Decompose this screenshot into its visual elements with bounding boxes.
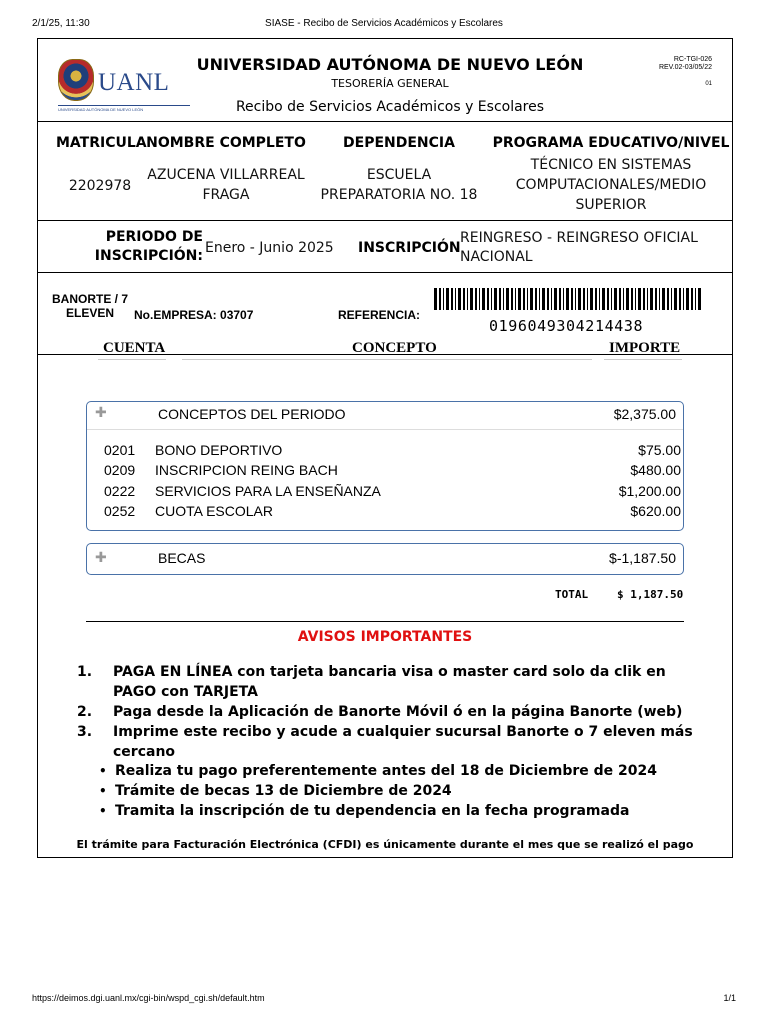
periodo-label: PERIODO DE INSCRIPCIÓN: xyxy=(94,229,203,264)
notice-step xyxy=(77,722,695,762)
notice-bullet: • Tramita la inscripción de tu dependencia en la fecha programada xyxy=(115,801,657,821)
university-name: UNIVERSIDAD AUTÓNOMA DE NUEVO LEÓN xyxy=(196,55,584,74)
step-number: 3. xyxy=(77,724,93,740)
step-text: PAGA EN LÍNEA con tarjeta bancaria visa o master card solo da clik en PAGO con TARJETA xyxy=(113,664,666,700)
notice-bullets xyxy=(115,761,657,821)
total-value: $ 1,187.50 xyxy=(617,588,684,601)
form-number: 01 xyxy=(705,81,712,87)
step-number: 2. xyxy=(77,704,93,720)
group-divider xyxy=(87,429,683,430)
col-importe-header: IMPORTE xyxy=(609,340,681,356)
expand-plus-icon[interactable]: ✚ xyxy=(95,404,107,420)
notice-bullet: • Realiza tu pago preferentemente antes del 18 de Diciembre de 2024 xyxy=(115,761,657,781)
col-importe-rule xyxy=(604,359,682,360)
step-text: Imprime este recibo y acude a cualquier sucursal Banorte o 7 eleven más cercano xyxy=(113,724,693,760)
item-concepto: INSCRIPCION REING BACH xyxy=(155,462,338,478)
nombre-label: NOMBRE COMPLETO xyxy=(146,135,306,151)
item-cuenta: 0209 xyxy=(104,462,136,478)
referencia-value: 0196049304214438 xyxy=(489,317,644,335)
print-header xyxy=(32,18,736,32)
print-url: https://deimos.dgi.uanl.mx/cgi-bin/wspd_cgi.sh/default.htm xyxy=(32,993,265,1003)
receipt-header xyxy=(38,39,732,122)
print-page-number: 1/1 xyxy=(723,993,736,1003)
inscripcion-label: INSCRIPCIÓN xyxy=(358,240,461,256)
col-cuenta-rule xyxy=(98,359,166,360)
group-amount: $2,375.00 xyxy=(613,406,676,422)
notice-bullet: • Trámite de becas 13 de Diciembre de 2024 xyxy=(115,781,657,801)
period-info xyxy=(38,220,732,273)
print-page-title: SIASE - Recibo de Servicios Académicos y Escolares xyxy=(265,18,503,29)
col-concepto-header: CONCEPTO xyxy=(352,340,437,356)
matricula-label: MATRICULA xyxy=(56,135,147,151)
logo-subtext: UNIVERSIDAD AUTÓNOMA DE NUEVO LEÓN xyxy=(58,105,190,112)
programa-label: PROGRAMA EDUCATIVO/NIVEL xyxy=(492,135,730,151)
empresa-label xyxy=(134,308,253,322)
form-revision: REV.02-03/05/22 xyxy=(658,64,712,71)
empresa-label-text: No.EMPRESA: xyxy=(134,308,217,322)
document-title: Recibo de Servicios Académicos y Escolares xyxy=(235,99,545,115)
item-concepto: BONO DEPORTIVO xyxy=(155,442,283,458)
step-text: Paga desde la Aplicación de Banorte Móvil ó en la página Banorte (web) xyxy=(113,704,683,720)
becas-label: BECAS xyxy=(158,550,206,566)
periodo-value: Enero - Junio 2025 xyxy=(205,240,334,256)
notice-step xyxy=(77,662,695,702)
cfdi-notice: El trámite para Facturación Electrónica (CFDI) es únicamente durante el mes que se realizó el pago xyxy=(76,838,694,851)
print-footer xyxy=(32,993,736,1007)
item-importe: $1,200.00 xyxy=(618,483,681,499)
group-label: CONCEPTOS DEL PERIODO xyxy=(158,406,346,422)
form-code xyxy=(659,56,712,88)
inscripcion-value: REINGRESO - REINGRESO OFICIAL NACIONAL xyxy=(460,230,698,265)
programa-value: TÉCNICO EN SISTEMAS COMPUTACIONALES/MEDIO SUPERIOR xyxy=(515,157,707,213)
item-concepto: SERVICIOS PARA LA ENSEÑANZA xyxy=(155,483,381,499)
becas-amount: $-1,187.50 xyxy=(609,550,676,566)
item-cuenta: 0201 xyxy=(104,442,136,458)
empresa-value: 03707 xyxy=(220,308,254,322)
item-importe: $620.00 xyxy=(630,503,681,519)
dependencia-value: ESCUELA PREPARATORIA NO. 18 xyxy=(320,167,478,203)
dependencia-label: DEPENDENCIA xyxy=(343,135,455,151)
step-number: 1. xyxy=(77,664,93,680)
bank-name: BANORTE / 7 ELEVEN xyxy=(52,292,129,320)
col-concepto-rule xyxy=(182,359,592,360)
total-label: TOTAL xyxy=(555,588,589,601)
referencia-label: REFERENCIA: xyxy=(338,308,421,322)
logo-text: UANL xyxy=(98,69,170,96)
nombre-value: AZUCENA VILLARREAL FRAGA xyxy=(147,167,305,203)
department-name: TESORERÍA GENERAL xyxy=(331,77,449,90)
item-importe: $480.00 xyxy=(630,462,681,478)
item-cuenta: 0252 xyxy=(104,503,136,519)
form-code-id: RC-TGI-026 xyxy=(673,56,712,63)
col-cuenta-header: CUENTA xyxy=(103,340,166,356)
expand-plus-icon[interactable]: ✚ xyxy=(95,549,107,565)
notices-title: AVISOS IMPORTANTES xyxy=(297,629,473,645)
notices-divider xyxy=(86,621,684,622)
barcode-icon xyxy=(434,288,702,310)
notice-step xyxy=(77,702,695,722)
print-datetime: 2/1/25, 11:30 xyxy=(32,18,90,29)
matricula-value: 2202978 xyxy=(68,178,132,194)
item-importe: $75.00 xyxy=(638,442,681,458)
item-concepto: CUOTA ESCOLAR xyxy=(155,503,273,519)
notice-steps xyxy=(77,662,695,762)
item-cuenta: 0222 xyxy=(104,483,136,499)
student-info xyxy=(38,121,732,221)
